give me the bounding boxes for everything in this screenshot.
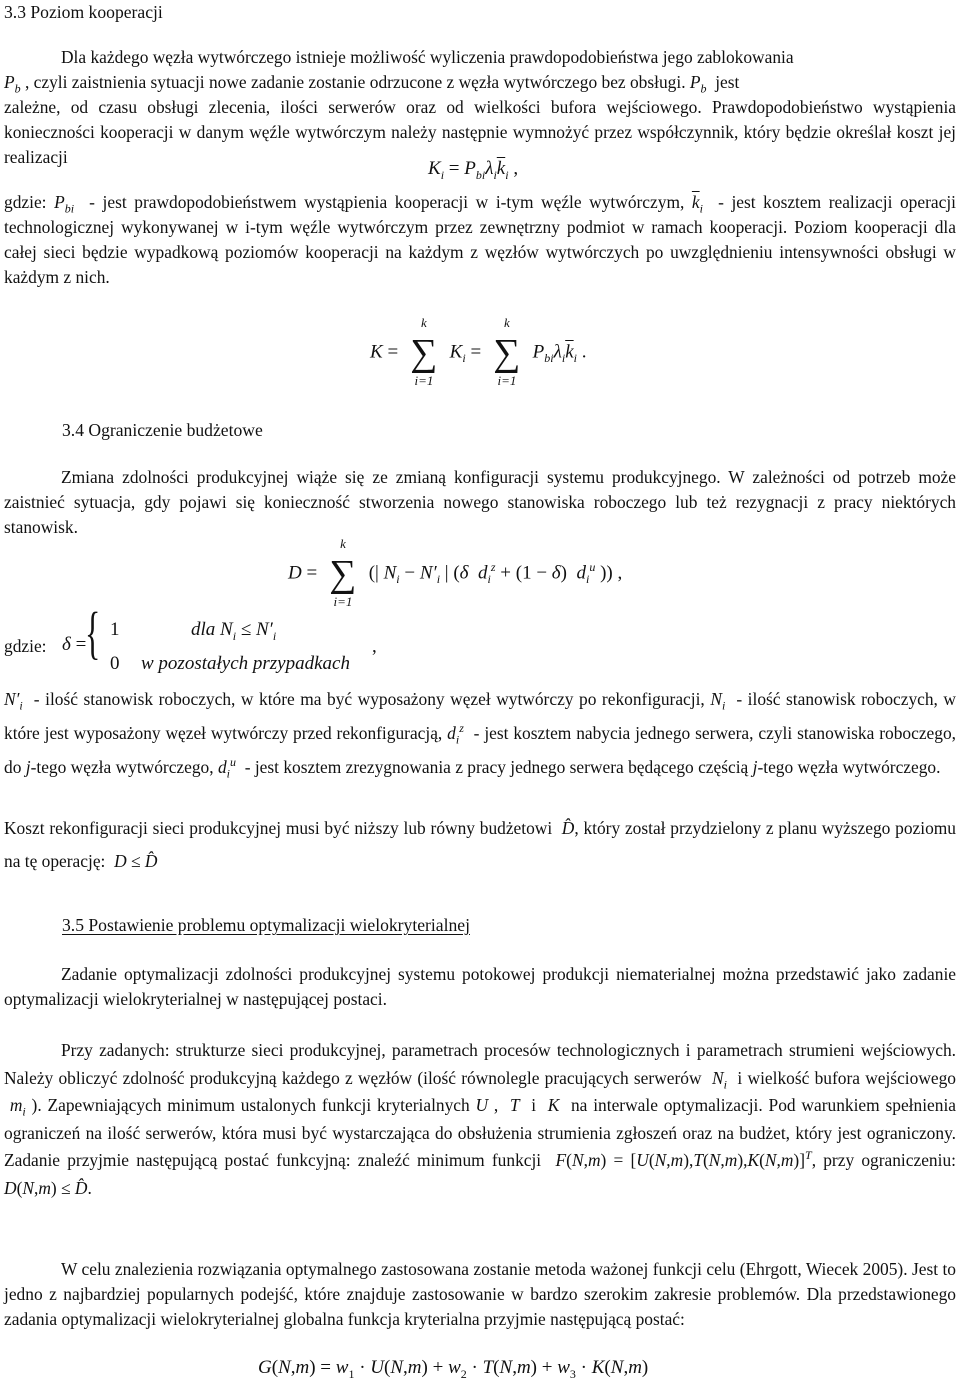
comma: , [372, 636, 377, 657]
paragraph: Koszt rekonfiguracji sieci produkcyjnej musi być niższy lub równy budżetowi D̂, który został przydzielony z planu wyższego poziomu na tę operację: D ≤ D̂ [4, 818, 956, 871]
delta-symbol: δ = [62, 634, 87, 655]
paragraph: W celu znalezienia rozwiązania optymalnego zastosowana zostanie metoda ważonej funkcji celu (Ehrgott, Wiecek 2005). Jest to jedno z najbardziej popularnych podejść, które znajduje zastosowanie w bardzo szerokim zakresie problemów. Dla przedstawionego zadania optymalizacji wielokryterialnej globalna funkcja kryterialna przyjmie następującą postać: [4, 1259, 956, 1329]
equation-D: D = k ∑ i=1 (| $N_i - N'_i$ | (δ $d_i^z + (1 - \delta)$ $d_i^u$ )) , [288, 536, 623, 609]
equation-K-sum: K = k ∑ i=1 $K_i$ = k ∑ i=1 $P_{bi}\lambda_i\overline{k}_i$ . [370, 315, 587, 388]
paragraph: gdzie: $P_{bi}$ - jest prawdopodobieństwem wystąpienia kooperacji w i-tym węźle wytwórczym, $\overline{k}_i$ - jest kosztem realizacji operacji technologicznej wykonywanej w i-tym węźle wytwórczym przez zewnętrzny podmiot w ramach kooperacji. Poziom kooperacji dla całej sieci będzie wypadkową poziomów kooperacji na każdym z węzłów wytwórczych po uwzględnieniu intensywności obsługi w każdym z nich. [4, 192, 956, 287]
delta-case2: 0 w pozostałych przypadkach [110, 653, 350, 674]
delta-case1: 1 dla $N_i \le N'_i$ [110, 619, 277, 643]
section-heading-3-3: 3.3 Poziom kooperacji [4, 2, 163, 22]
equation-G: $G(N,m) = w_1 \cdot U(N,m) + w_2 \cdot T(N,m) + w_3 \cdot K(N,m)$ [258, 1357, 649, 1381]
brace-icon: { [85, 600, 101, 665]
paragraph: Zadanie optymalizacji zdolności produkcyjnej systemu potokowej produkcji niematerialnej można przedstawić jako zadanie optymalizacji wielokryterialnej w następującej postaci. [4, 964, 956, 1009]
paragraph: Dla każdego węzła wytwórczego istnieje możliwość wyliczenia prawdopodobieństwa jego zablokowania $P_b$ , czyli zaistnienia sytuacji nowe zadanie zostanie odrzucone z węzła wytwórczego bez obsługi. $P_b$ jest zależne, od czasu obsługi zlecenia, ilości serwerów oraz od wielkości bufora wejściowego. Prawdopodobieństwo wystąpienia konieczności kooperacji w danym węźle wytwórczym należy następnie wymnożyć przez współczynnik, który będzie określał koszt jej realizacji [4, 47, 956, 167]
equation-K-i: $K_i = P_{bi}\lambda_i\overline{k}_i$ , [428, 158, 519, 182]
section-heading-3-5: 3.5 Postawienie problemu optymalizacji wielokryterialnej [62, 915, 470, 935]
paragraph: Zmiana zdolności produkcyjnej wiąże się ze zmianą konfiguracji systemu produkcyjnego. W zależności od potrzeb może zaistnieć sytuacja, gdy pojawi się konieczność stworzenia nowego stanowiska roboczego lub też rezygnacji z pracy niektórych stanowisk. [4, 467, 956, 537]
paragraph: Przy zadanych: strukturze sieci produkcyjnej, parametrach procesów technologicznych i parametrach strumieni wejściowych. Należy obliczyć zdolność produkcyjną każdego z węzłów (ilość równolegle pracujących serwerów $N_i$ i wielkość bufora wejściowego $m_i$ ). Zapewniających minimum ustalonych funkcji kryterialnych U , T i K na interwale optymalizacji. Pod warunkiem spełnienia ograniczeń na ilość serwerów, która musi być wystarczająca do obsłużenia strumienia zgłoszeń oraz na budżet, który jest ograniczony. Zadanie przyjmie następującą postać funkcyjną: znaleźć minimum funkcji $F(N,m) = [U(N,m),T(N,m),K(N,m)]^T$, przy ograniczeniu: D(N,m) ≤ D̂. [4, 1040, 956, 1198]
section-heading-3-4: 3.4 Ograniczenie budżetowe [62, 420, 263, 440]
gdzie-label: gdzie: [4, 636, 47, 656]
paragraph: $N'_i$ - ilość stanowisk roboczych, w które ma być wyposażony węzeł wytwórczy po rekonfiguracji, $N_i$ - ilość stanowisk roboczych, w które jest wyposażony węzeł wytwórczy przed rekonfiguracją, $d_i^z$ - jest kosztem nabycia jednego serwera, czyli stanowiska roboczego, do j-tego węzła wytwórczego, $d_i^u$ - jest kosztem zrezygnowania z pracy jednego serwera będącego częścią j-tego węzła wytwórczego. [4, 689, 956, 781]
